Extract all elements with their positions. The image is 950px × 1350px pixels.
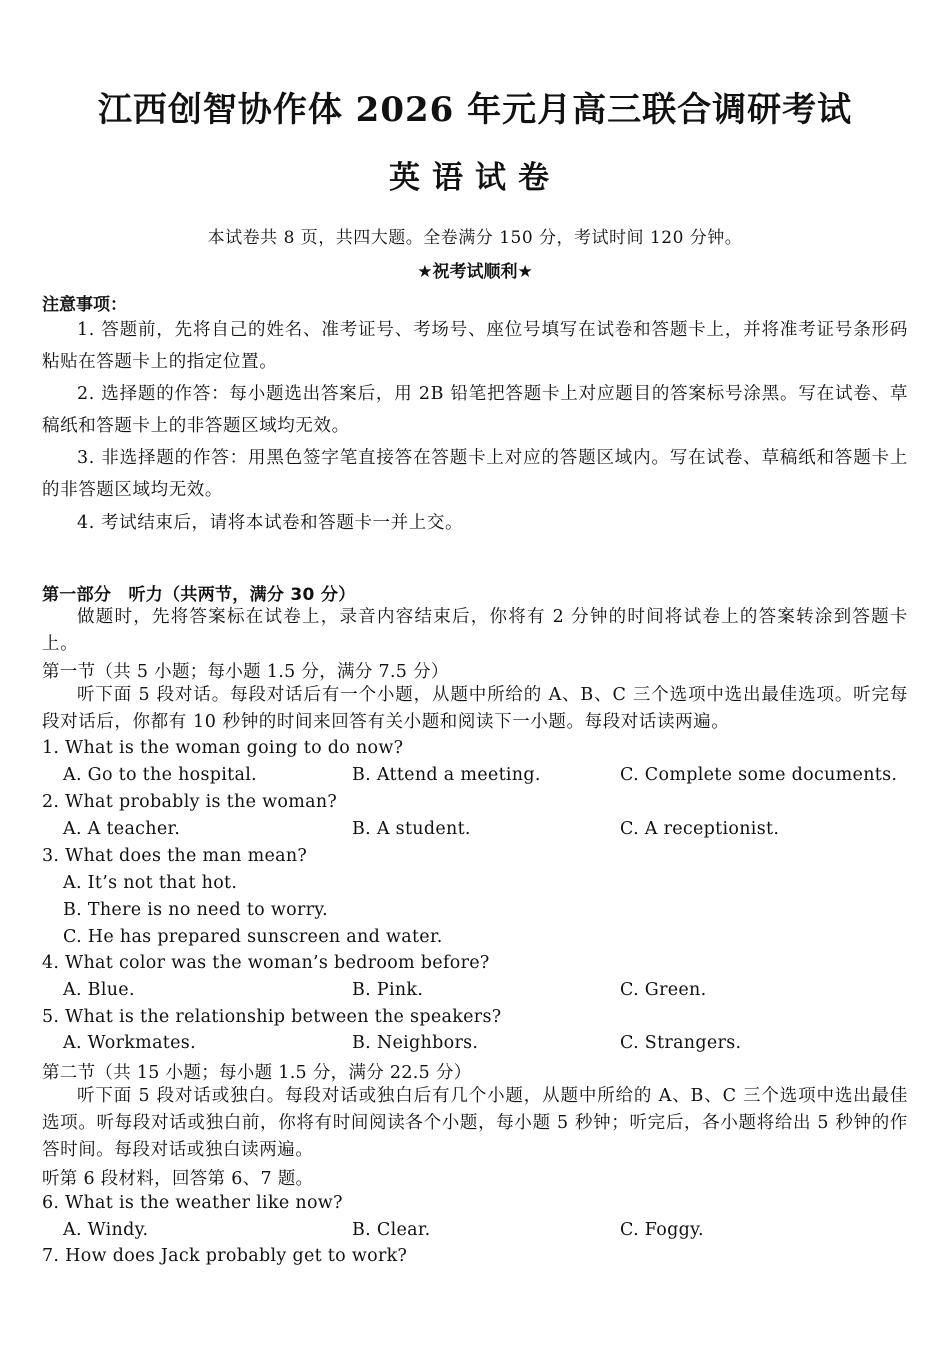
q6-option-c: C. Foggy. <box>620 1220 704 1240</box>
q5-option-b: B. Neighbors. <box>352 1033 479 1053</box>
question-6: 6. What is the weather like now? <box>42 1193 343 1213</box>
q4-option-c: C. Green. <box>620 980 707 1000</box>
exam-subtitle: 英语试卷 <box>389 160 561 196</box>
note-item-1: 1. 答题前，先将自己的姓名、准考证号、考场号、座位号填写在试卷和答题卡上，并将准考证号条形码粘贴在答题卡上的指定位置。 <box>42 320 908 372</box>
q1-option-a: A. Go to the hospital. <box>63 765 258 785</box>
section1-instructions: 听下面 5 段对话。每段对话后有一个小题，从题中所给的 A、B、C 三个选项中选出最佳选项。听完每段对话后，你都有 10 秒钟的时间来回答有关小题和阅读下一小题。每段对话读两遍。 <box>42 685 908 732</box>
question-5: 5. What is the relationship between the speakers? <box>42 1007 502 1027</box>
part1-intro: 做题时，先将答案标在试卷上，录音内容结束后，你将有 2 分钟的时间将试卷上的答案转涂到答题卡上。 <box>42 607 908 654</box>
question-4: 4. What color was the woman’s bedroom before? <box>42 953 490 973</box>
part1-heading: 第一部分 听力（共两节，满分 30 分） <box>42 585 356 605</box>
question-7: 7. How does Jack probably get to work? <box>42 1246 408 1266</box>
q3-option-c: C. He has prepared sunscreen and water. <box>63 927 443 947</box>
q6-option-b: B. Clear. <box>352 1220 431 1240</box>
q4-option-b: B. Pink. <box>352 980 424 1000</box>
section2-instructions: 听下面 5 段对话或独白。每段对话或独白后有几个小题，从题中所给的 A、B、C 三个选项中选出最佳选项。听每段对话或独白前，你将有时间阅读各个小题，每小题 5 秒钟；听完后，各小题将给出 5 秒钟的作答时间。每段对话或独白读两遍。 <box>42 1086 908 1160</box>
q3-option-a: A. It’s not that hot. <box>63 873 238 893</box>
exam-title: 江西创智协作体 2026 年元月高三联合调研考试 <box>97 90 853 130</box>
q2-option-a: A. A teacher. <box>63 819 181 839</box>
q1-option-c: C. Complete some documents. <box>620 765 898 785</box>
q2-option-b: B. A student. <box>352 819 471 839</box>
question-1: 1. What is the woman going to do now? <box>42 738 404 758</box>
notes-heading: 注意事项： <box>42 295 127 315</box>
note-item-2: 2. 选择题的作答：每小题选出答案后，用 2B 铅笔把答题卡上对应题目的答案标号涂黑。写在试卷、草稿纸和答题卡上的非答题区域均无效。 <box>42 384 908 436</box>
section2-heading: 第二节（共 15 小题；每小题 1.5 分，满分 22.5 分） <box>42 1063 472 1083</box>
question-3: 3. What does the man mean? <box>42 846 308 866</box>
q4-option-a: A. Blue. <box>63 980 135 1000</box>
q5-option-c: C. Strangers. <box>620 1033 742 1053</box>
q2-option-c: C. A receptionist. <box>620 819 780 839</box>
material-6-heading: 听第 6 段材料，回答第 6、7 题。 <box>42 1169 314 1189</box>
q1-option-b: B. Attend a meeting. <box>352 765 541 785</box>
section1-heading: 第一节（共 5 小题；每小题 1.5 分，满分 7.5 分） <box>42 662 449 682</box>
note-item-3: 3. 非选择题的作答：用黑色签字笔直接答在答题卡上对应的答题区域内。写在试卷、草稿纸和答题卡上的非答题区域均无效。 <box>42 448 908 500</box>
note-item-4: 4. 考试结束后，请将本试卷和答题卡一并上交。 <box>77 513 464 533</box>
q6-option-a: A. Windy. <box>63 1220 149 1240</box>
exam-info: 本试卷共 8 页，共四大题。全卷满分 150 分，考试时间 120 分钟。 <box>207 228 743 248</box>
q3-option-b: B. There is no need to worry. <box>63 900 329 920</box>
good-luck-line: ★祝考试顺利★ <box>417 262 533 282</box>
question-2: 2. What probably is the woman? <box>42 792 338 812</box>
q5-option-a: A. Workmates. <box>63 1033 196 1053</box>
